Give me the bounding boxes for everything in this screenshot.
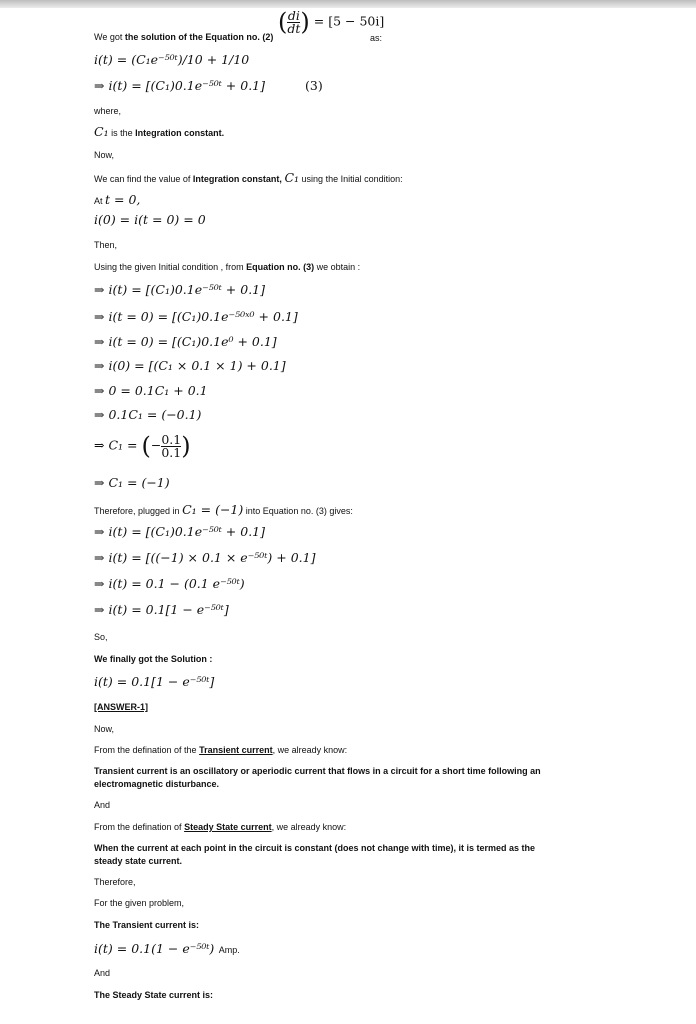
plug-pre: Therefore, plugged in xyxy=(94,506,180,516)
step-3: ⇒ i(t = 0) = [(C₁)0.1e⁰ + 0.1] xyxy=(94,334,277,349)
plug-expr: C₁ = (−1) xyxy=(182,502,244,517)
using-post: we obtain : xyxy=(316,262,361,272)
final-equation: i(t) = 0.1[1 − e⁻⁵⁰ᵗ] xyxy=(94,674,215,689)
plug-post: into Equation no. (3) gives: xyxy=(245,506,353,516)
as-text: as: xyxy=(370,33,383,43)
trans-def-pre: From the defination of the xyxy=(94,745,197,755)
transient-equation-line xyxy=(94,940,240,958)
c1-desc: is the xyxy=(111,128,133,138)
intro-bold: the solution of the Equation no. (2) xyxy=(124,32,274,42)
c1frac-sign: − xyxy=(150,437,162,453)
intro-text: We got xyxy=(94,32,123,42)
step-4: ⇒ i(0) = [(C₁ × 0.1 × 1) + 0.1] xyxy=(94,358,286,373)
step2-2: ⇒ i(t) = [((−1) × 0.1 × e⁻⁵⁰ᵗ) + 0.1] xyxy=(94,550,316,565)
step-5: ⇒ 0 = 0.1C₁ + 0.1 xyxy=(94,383,208,398)
transient-current-link: Transient current xyxy=(199,745,273,755)
steady-def-line xyxy=(94,822,346,832)
transient-equation: i(t) = 0.1(1 − e⁻⁵⁰ᵗ) xyxy=(94,941,215,956)
step2-1: ⇒ i(t) = [(C₁)0.1e⁻⁵⁰ᵗ + 0.1] xyxy=(94,524,266,539)
steady-state-current-link: Steady State current xyxy=(184,822,272,832)
find-line xyxy=(94,170,403,185)
step2-4: ⇒ i(t) = 0.1[1 − e⁻⁵⁰ᵗ] xyxy=(94,602,229,617)
now-text-2: Now, xyxy=(94,724,115,734)
step-6: ⇒ 0.1C₁ = (−0.1) xyxy=(94,407,202,422)
init-condition: i(0) = i(t = 0) = 0 xyxy=(94,212,206,227)
answer-label: [ANSWER-1] xyxy=(94,702,148,712)
c1-desc-bold: Integration constant. xyxy=(135,128,225,138)
steady-is-label: The Steady State current is: xyxy=(94,990,214,1000)
step-1: ⇒ i(t) = [(C₁)0.1e⁻⁵⁰ᵗ + 0.1] xyxy=(94,282,266,297)
c1frac-pre: ⇒ C₁ = xyxy=(94,437,138,453)
amp-unit: Amp. xyxy=(218,945,240,955)
c1-symbol: C₁ xyxy=(94,124,109,139)
so-text: So, xyxy=(94,632,108,642)
c1frac-den: 0.1 xyxy=(161,444,182,460)
find-bold: Integration constant, xyxy=(192,174,282,184)
transient-paragraph: Transient current is an oscillatory or aperiodic current that flows in a circuit for a short time following an electromagnetic disturbance. xyxy=(94,766,541,789)
equation-2: ⇒ i(t) = [(C₁)0.1e⁻⁵⁰ᵗ + 0.1] xyxy=(94,78,266,93)
trans-def-post: , we already know: xyxy=(272,745,348,755)
where-text: where, xyxy=(94,106,122,116)
c1frac-num: 0.1 xyxy=(161,431,182,447)
page-top-shadow xyxy=(0,0,696,8)
equation-1: i(t) = (C₁e⁻⁵⁰ᵗ)/10 + 1/10 xyxy=(94,52,250,67)
step2-3: ⇒ i(t) = 0.1 − (0.1 e⁻⁵⁰ᵗ) xyxy=(94,576,245,591)
at-expr: t = 0, xyxy=(105,192,141,207)
c1-fraction-line: ⇒ C₁ = (− $\frac{0.1}{0.1}$ ) xyxy=(94,431,191,460)
using-pre: Using the given Initial condition , from xyxy=(94,262,244,272)
frac-num: di xyxy=(287,7,300,23)
therefore-text: Therefore, xyxy=(94,877,136,887)
intro-line xyxy=(94,32,273,42)
find-pre: We can find the value of xyxy=(94,174,191,184)
using-bold: Equation no. (3) xyxy=(246,262,315,272)
find-post: using the Initial condition: xyxy=(301,174,403,184)
plug-line xyxy=(94,502,353,517)
c1-fraction xyxy=(161,431,182,460)
then-text: Then, xyxy=(94,240,118,250)
frac-den: dt xyxy=(287,20,301,36)
find-sym: C₁ xyxy=(284,170,300,185)
at-pre: At xyxy=(94,196,103,206)
transient-is-label: The Transient current is: xyxy=(94,920,200,930)
c1-line xyxy=(94,124,224,139)
and-text-1: And xyxy=(94,800,111,810)
at-line xyxy=(94,192,140,207)
transient-def-line xyxy=(94,745,347,755)
didt-fraction xyxy=(287,7,301,36)
now-text-1: Now, xyxy=(94,150,115,160)
and-text-2: And xyxy=(94,968,111,978)
using-line xyxy=(94,262,360,272)
step-2: ⇒ i(t = 0) = [(C₁)0.1e⁻⁵⁰ˣ⁰ + 0.1] xyxy=(94,309,298,324)
final-label: We finally got the Solution : xyxy=(94,654,213,664)
didt-expression: ( $\frac{di}{dt}$ ) = [5 − 50i] xyxy=(278,7,385,36)
equation-number: (3) xyxy=(305,78,323,93)
steady-paragraph: When the current at each point in the circuit is constant (does not change with time), it is termed as the steady state current. xyxy=(94,843,536,866)
didt-rhs: = [5 − 50i] xyxy=(313,13,385,29)
c1-result: ⇒ C₁ = (−1) xyxy=(94,475,170,490)
steady-def-pre: From the defination of xyxy=(94,822,182,832)
given-text: For the given problem, xyxy=(94,898,185,908)
steady-def-post: , we already know: xyxy=(271,822,347,832)
